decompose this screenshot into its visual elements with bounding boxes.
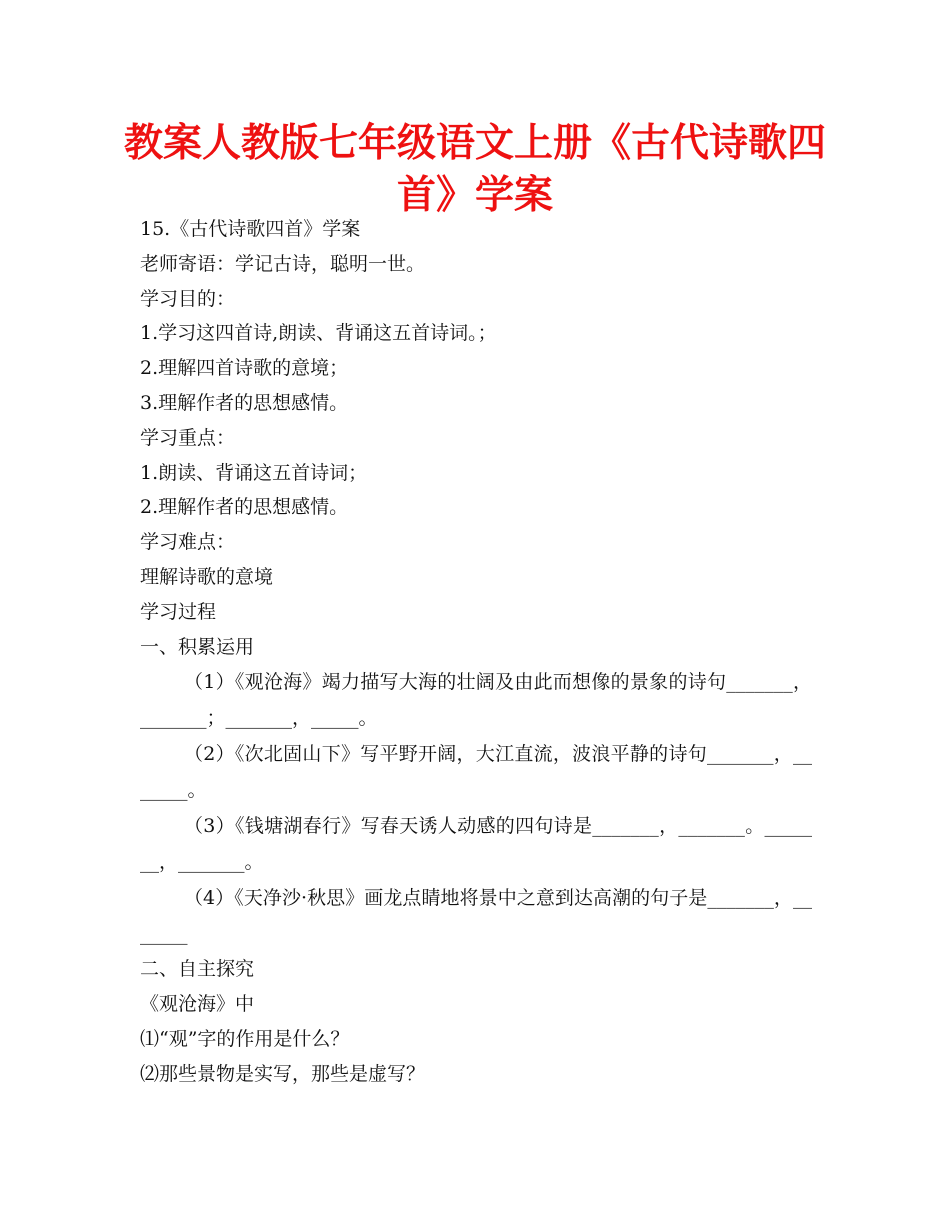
question-2: （2）《次北固山下》写平野开阔，大江直流，波浪平静的诗句_______，_______。 <box>140 743 812 802</box>
section-2-heading: 二、自主探究 <box>140 958 255 981</box>
document-title: 教案人教版七年级语文上册《古代诗歌四首》学案 <box>123 121 826 218</box>
question-4: （4）《天净沙·秋思》画龙点睛地将景中之意到达高潮的句子是_______，_______ <box>140 887 812 946</box>
objective-item-3: 3.理解作者的思想感情。 <box>140 391 349 414</box>
key-point-item-2: 2.理解作者的思想感情。 <box>140 496 349 519</box>
lesson-heading: 15.《古代诗歌四首》学案 <box>140 218 361 240</box>
inquiry-question-1: ⑴“观”字的作用是什么？ <box>140 1027 350 1050</box>
difficulty-heading: 学习难点： <box>140 531 236 554</box>
question-1: （1）《观沧海》竭力描写大海的壮阔及由此而想像的景象的诗句_______，_______；_______，_____。 <box>140 671 812 730</box>
inquiry-question-2: ⑵那些景物是实写，那些是虚写？ <box>140 1062 426 1085</box>
question-3: （3）《钱塘湖春行》写春天诱人动感的四句诗是_______，_______。_______，_______。 <box>140 815 812 874</box>
key-point-item-1: 1.朗读、背诵这五首诗词； <box>140 461 368 484</box>
objectives-heading: 学习目的： <box>140 287 236 310</box>
process-heading: 学习过程 <box>140 600 217 623</box>
section-1-heading: 一、积累运用 <box>140 635 255 658</box>
objective-item-2: 2.理解四首诗歌的意境； <box>140 357 349 380</box>
objective-item-1: 1.学习这四首诗,朗读、背诵这五首诗词。； <box>140 322 497 345</box>
document-body <box>140 212 812 1092</box>
poem-reference: 《观沧海》中 <box>140 993 255 1016</box>
difficulty-item: 理解诗歌的意境 <box>140 565 274 588</box>
teacher-message: 老师寄语：学记古诗，聪明一世。 <box>140 252 426 275</box>
key-points-heading: 学习重点： <box>140 426 236 449</box>
